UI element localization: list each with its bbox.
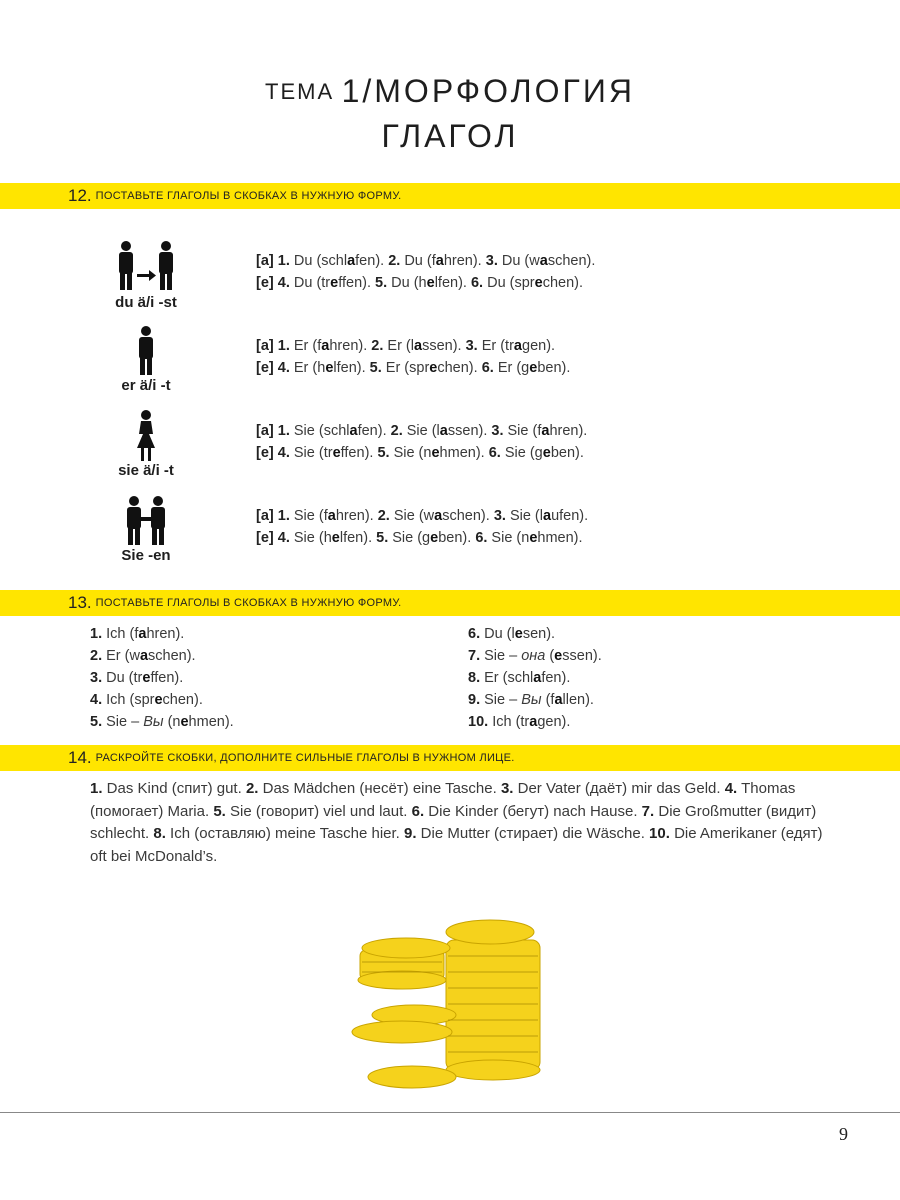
item-text: Er (g — [493, 360, 530, 376]
exercise-line — [256, 442, 587, 464]
item-vowel: e — [542, 445, 551, 461]
vowel-tag: [a] — [256, 508, 274, 524]
item-vowel: e — [331, 530, 340, 546]
item-number: 1. — [90, 780, 103, 797]
vowel-tag: [a] — [256, 253, 274, 269]
item-number: 9. — [468, 692, 481, 708]
item-text: Du (spr — [483, 275, 535, 291]
item-vowel: a — [439, 423, 448, 439]
item-pronoun: она — [521, 648, 546, 664]
item-text: ssen). — [447, 423, 492, 439]
item-number: 5. — [369, 360, 382, 376]
item-text: ffen). — [150, 670, 184, 686]
item-number: 10. — [468, 714, 489, 730]
group-lines — [256, 335, 570, 379]
item-text: ssen). — [422, 338, 466, 354]
footer-divider — [0, 1112, 900, 1113]
verb-group-du — [104, 240, 824, 320]
item-text: Sie (говорит) viel und laut. — [225, 802, 412, 820]
item-number: 4. — [277, 445, 290, 461]
item-vowel: a — [529, 714, 538, 730]
item-text: Die Mutter (стирает) die Wäsche. — [416, 825, 650, 842]
vowel-tag: [e] — [256, 275, 274, 291]
group-label: er ä/i -t — [121, 377, 171, 394]
item-text: fen). — [357, 423, 391, 439]
item-number: 6. — [468, 626, 481, 642]
item-text: Du (h — [387, 275, 427, 291]
item-text: hmen). — [188, 714, 234, 730]
item-text: hren). — [329, 338, 372, 354]
item-number: 1. — [277, 338, 290, 354]
item-number: 3. — [493, 508, 506, 524]
item-vowel: a — [554, 692, 563, 708]
group-label: Sie -en — [121, 547, 171, 564]
item-number: 6. — [488, 445, 501, 461]
item-number: 7. — [468, 648, 481, 664]
item-vowel: e — [154, 692, 163, 708]
item-text: Sie – — [102, 714, 144, 730]
item-vowel: a — [138, 626, 147, 642]
item-text: ben). — [550, 445, 584, 461]
item-number: 6. — [481, 360, 494, 376]
item-text: Thomas (помогает) Maria. — [90, 780, 796, 820]
item-number: 1. — [90, 626, 103, 642]
item-text: Ich (spr — [102, 692, 155, 708]
item-number: 2. — [371, 338, 384, 354]
item-text: ufen). — [551, 508, 589, 524]
item-vowel: a — [435, 253, 444, 269]
item-text: Die Kinder (бегут) nach Hause. — [424, 802, 642, 820]
item-text: Er (l — [383, 338, 414, 354]
item-text: ben). — [537, 360, 571, 376]
woman-icon — [104, 410, 188, 462]
item-vowel: e — [142, 670, 151, 686]
item-text: schen). — [148, 648, 196, 664]
item-text: (n — [163, 714, 181, 730]
item-text: schen). — [547, 253, 596, 269]
list-item — [468, 645, 602, 667]
item-number: 6. — [411, 802, 425, 820]
item-text: Du (l — [480, 626, 515, 642]
item-text: Sie (g — [388, 530, 431, 546]
item-number: 2. — [245, 780, 259, 797]
title-topic: ТЕМА — [265, 79, 335, 104]
list-item — [468, 623, 602, 645]
exercise-line — [256, 505, 588, 527]
item-vowel: e — [534, 275, 543, 291]
page-number: 9 — [839, 1124, 848, 1144]
item-vowel: a — [321, 338, 330, 354]
item-number: 2. — [390, 423, 403, 439]
item-number: 7. — [641, 802, 655, 820]
exercise-instruction: ПОСТАВЬТЕ ГЛАГОЛЫ В СКОБКАХ В НУЖНУЮ ФОРМУ. — [95, 597, 402, 609]
item-text: chen). — [162, 692, 203, 708]
item-number: 1. — [277, 508, 290, 524]
item-vowel: a — [543, 508, 552, 524]
item-text: Er (spr — [381, 360, 430, 376]
item-text: hren). — [335, 508, 378, 524]
item-text: Du (f — [400, 253, 436, 269]
exercise-instruction: ПОСТАВЬТЕ ГЛАГОЛЫ В СКОБКАХ В НУЖНУЮ ФОРМУ. — [95, 190, 402, 202]
item-number: 2. — [377, 508, 390, 524]
verb-group-sie — [104, 410, 824, 490]
item-text: Sie (f — [289, 508, 328, 524]
item-number: 5. — [213, 802, 226, 820]
item-text: Er (w — [102, 648, 140, 664]
item-number: 1. — [277, 253, 290, 269]
item-vowel: e — [429, 360, 438, 376]
verb-group-sie-formal — [104, 495, 824, 575]
item-text: Er (f — [289, 338, 322, 354]
list-item — [468, 689, 602, 711]
two-people-icon — [104, 240, 188, 292]
item-pronoun: Вы — [143, 714, 164, 730]
title-line1: 1/МОРФОЛОГИЯ — [341, 73, 635, 109]
vowel-tag: [e] — [256, 445, 274, 461]
item-text: Sie (w — [389, 508, 435, 524]
item-vowel: e — [325, 360, 334, 376]
item-text: schen). — [442, 508, 494, 524]
item-text: ffen). — [340, 445, 378, 461]
item-text: hren). — [549, 423, 588, 439]
item-number: 4. — [277, 275, 290, 291]
item-text: ben). — [438, 530, 476, 546]
item-number: 3. — [491, 423, 504, 439]
item-text: ssen). — [562, 648, 602, 664]
item-text: Sie (n — [389, 445, 432, 461]
group-lines — [256, 250, 595, 294]
list-item — [90, 623, 234, 645]
exercise-line — [256, 250, 595, 272]
item-text: sen). — [522, 626, 556, 642]
list-item — [90, 711, 234, 733]
item-vowel: e — [430, 530, 439, 546]
item-text: gen). — [537, 714, 571, 730]
exercise-14-header — [0, 745, 900, 771]
item-number: 10. — [649, 825, 670, 842]
item-text: Die Amerikaner (едят) oft bei McDonald’s. — [90, 825, 823, 865]
exercise-13-header — [0, 590, 900, 616]
item-vowel: a — [513, 338, 522, 354]
item-text: fen). — [355, 253, 389, 269]
item-text: lfen). — [339, 530, 377, 546]
coins-illustration-icon — [340, 910, 560, 1100]
item-vowel: a — [434, 508, 443, 524]
man-icon — [104, 325, 188, 377]
item-text: lfen). — [434, 275, 471, 291]
item-text: Du (tr — [289, 275, 331, 291]
item-number: 3. — [465, 338, 478, 354]
item-number: 4. — [277, 360, 290, 376]
item-number: 4. — [90, 692, 103, 708]
item-text: chen). — [437, 360, 482, 376]
item-vowel: e — [554, 648, 563, 664]
item-text: Sie (schl — [289, 423, 350, 439]
item-vowel: e — [529, 360, 538, 376]
item-text: hmen). — [537, 530, 583, 546]
item-number: 4. — [724, 780, 738, 797]
item-text: Sie – — [480, 692, 522, 708]
item-text: chen). — [542, 275, 584, 291]
item-number: 5. — [377, 445, 390, 461]
item-number: 6. — [470, 275, 484, 291]
item-text: Ich (tr — [488, 714, 530, 730]
exercise-number: 14. — [68, 748, 92, 767]
item-vowel: e — [330, 275, 339, 291]
item-vowel: e — [180, 714, 189, 730]
item-text: Das Mädchen (несёт) eine Tasche. — [258, 780, 501, 797]
vowel-tag: [a] — [256, 338, 274, 354]
item-text: Du (schl — [289, 253, 348, 269]
item-number: 1. — [277, 423, 290, 439]
group-lines — [256, 420, 587, 464]
item-text: Ich (оставляю) meine Tasche hier. — [165, 825, 404, 842]
item-text: Das Kind (спит) gut. — [102, 780, 246, 797]
exercise-14-text — [90, 778, 830, 868]
item-vowel: e — [514, 626, 523, 642]
item-text: Sie (f — [503, 423, 542, 439]
item-text: Er (tr — [477, 338, 514, 354]
list-item — [468, 711, 602, 733]
list-item — [90, 645, 234, 667]
item-vowel: a — [533, 670, 542, 686]
item-text: (f — [541, 692, 555, 708]
item-text: hren). — [443, 253, 486, 269]
item-text: Du (tr — [102, 670, 143, 686]
vowel-tag: [e] — [256, 530, 274, 546]
item-text: Die Großmutter (видит) schlecht. — [90, 802, 817, 842]
item-vowel: a — [349, 423, 358, 439]
list-item — [468, 667, 602, 689]
item-number: 2. — [388, 253, 401, 269]
exercise-line — [256, 272, 595, 294]
item-pronoun: Вы — [521, 692, 542, 708]
vowel-tag: [e] — [256, 360, 274, 376]
item-text: ( — [545, 648, 555, 664]
item-number: 3. — [500, 780, 514, 797]
group-label: sie ä/i -t — [118, 462, 174, 479]
exercise-line — [256, 420, 587, 442]
list-item — [90, 667, 234, 689]
item-number: 5. — [375, 275, 388, 291]
item-text: Sie (g — [500, 445, 543, 461]
item-text: hren). — [146, 626, 185, 642]
item-vowel: e — [431, 445, 440, 461]
item-vowel: a — [327, 508, 336, 524]
item-vowel: a — [539, 253, 548, 269]
title-line2: ГЛАГОЛ — [381, 118, 519, 154]
exercise-12-header — [0, 183, 900, 209]
item-text: Sie (tr — [289, 445, 333, 461]
item-number: 2. — [90, 648, 103, 664]
item-text: lfen). — [333, 360, 370, 376]
item-number: 8. — [153, 825, 166, 842]
item-text: Sie (l — [505, 508, 543, 524]
item-text: Sie (n — [487, 530, 530, 546]
item-vowel: a — [413, 338, 423, 354]
exercise-number: 13. — [68, 593, 92, 612]
item-vowel: e — [529, 530, 538, 546]
item-text: Er (h — [289, 360, 326, 376]
item-number: 3. — [485, 253, 498, 269]
item-text: hmen). — [439, 445, 489, 461]
item-text: Sie (l — [402, 423, 440, 439]
item-vowel: a — [347, 253, 356, 269]
exercise-instruction: РАСКРОЙТЕ СКОБКИ, ДОПОЛНИТЕ СИЛЬНЫЕ ГЛАГОЛЫ В НУЖНОМ ЛИЦЕ. — [95, 752, 515, 764]
group-label: du ä/i -st — [115, 294, 177, 311]
item-text: Sie (h — [289, 530, 332, 546]
item-number: 5. — [376, 530, 389, 546]
exercise-line — [256, 527, 588, 549]
item-number: 4. — [277, 530, 290, 546]
item-text: Der Vater (даёт) mir das Geld. — [513, 780, 725, 797]
item-number: 6. — [475, 530, 488, 546]
list-item — [90, 689, 234, 711]
item-vowel: e — [426, 275, 435, 291]
exercise-line — [256, 335, 570, 357]
item-text: gen). — [522, 338, 556, 354]
item-number: 9. — [404, 825, 417, 842]
item-text: ffen). — [338, 275, 376, 291]
exercise-13-left-column — [90, 623, 234, 733]
verb-group-er — [104, 325, 824, 405]
item-vowel: a — [541, 423, 550, 439]
item-vowel: a — [139, 648, 149, 664]
exercise-13-right-column — [468, 623, 602, 733]
group-lines — [256, 505, 588, 549]
handshake-icon — [104, 495, 188, 547]
item-text: Er (schl — [480, 670, 534, 686]
item-text: Sie – — [480, 648, 522, 664]
vowel-tag: [a] — [256, 423, 274, 439]
item-number: 8. — [468, 670, 481, 686]
item-number: 5. — [90, 714, 103, 730]
exercise-line — [256, 357, 570, 379]
item-text: Ich (f — [102, 626, 139, 642]
item-vowel: e — [332, 445, 341, 461]
exercise-number: 12. — [68, 186, 92, 205]
item-text: fen). — [541, 670, 571, 686]
item-text: Du (w — [497, 253, 540, 269]
item-number: 3. — [90, 670, 103, 686]
item-text: llen). — [562, 692, 594, 708]
page-title — [0, 72, 900, 155]
